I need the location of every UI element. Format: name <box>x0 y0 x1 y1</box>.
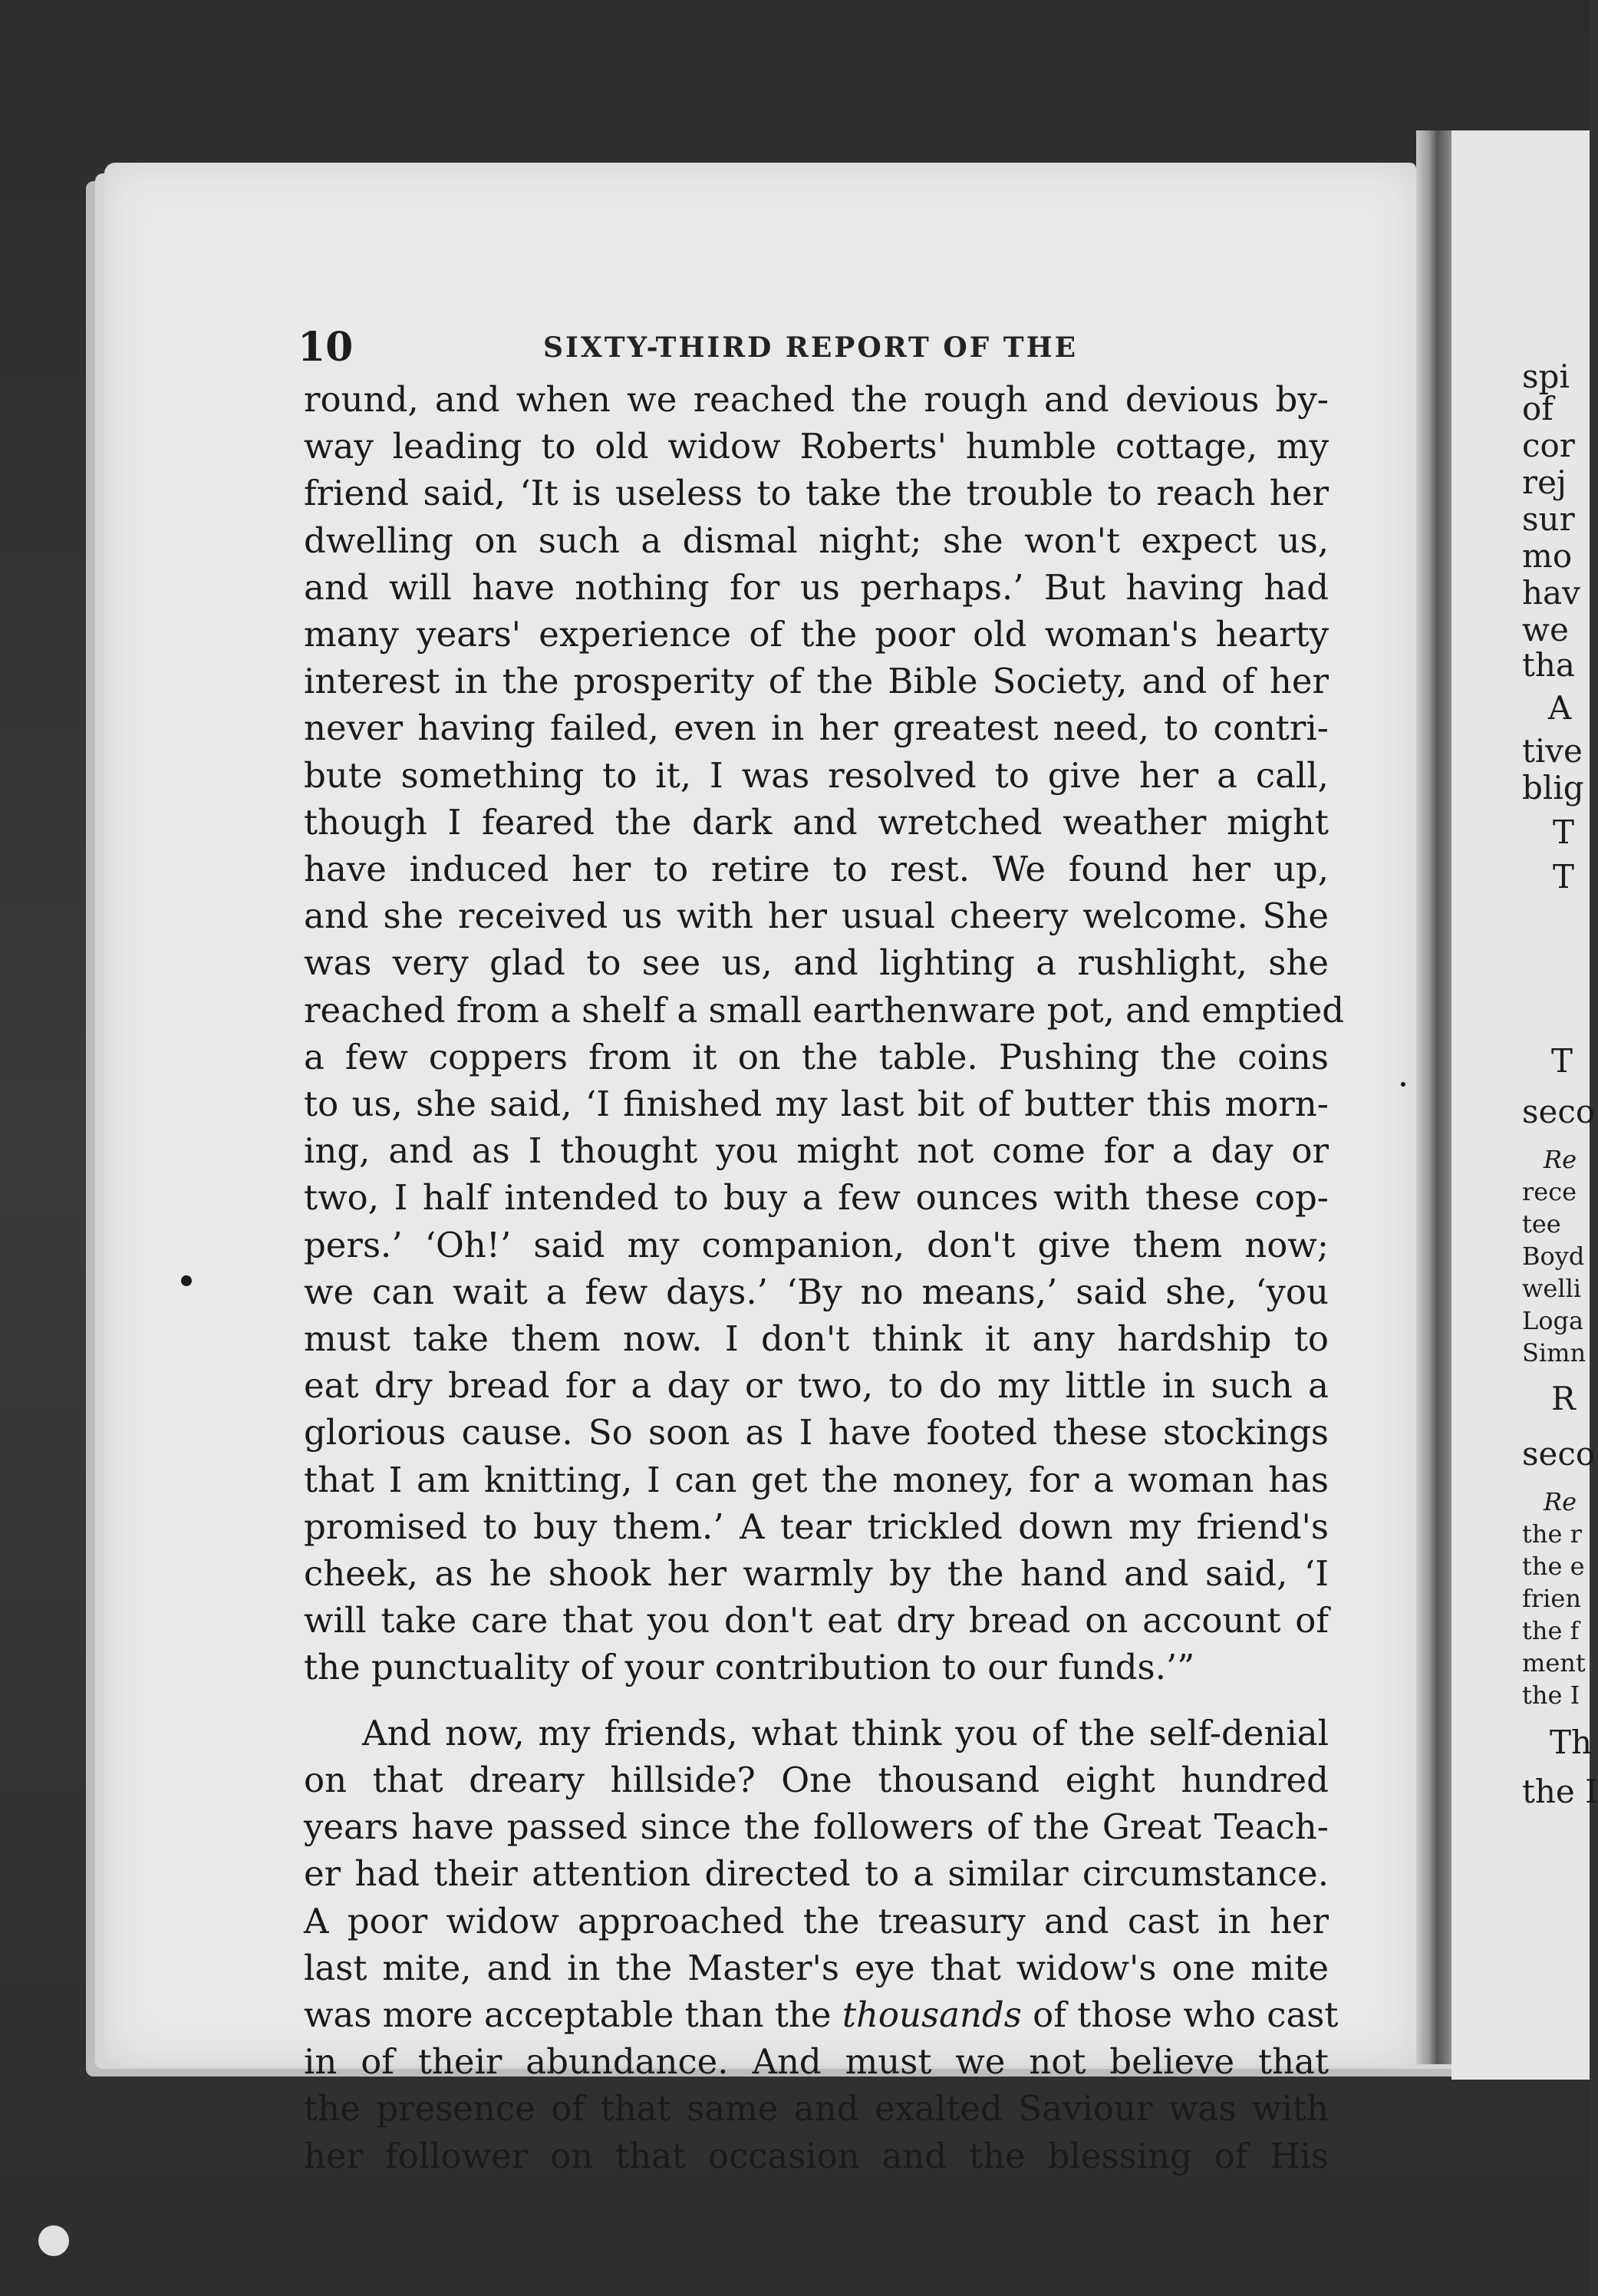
right-page-fragment: mo <box>1522 537 1573 575</box>
right-page-fragment: T <box>1551 1042 1573 1080</box>
text-line: must take them now. I don't think it any hardship to <box>304 1318 1329 1360</box>
text-line: we can wait a few days.’ ‘By no means,’ said she, ‘you <box>304 1271 1329 1312</box>
text-line: round, and when we reached the rough and devious by- <box>304 379 1329 420</box>
right-page-fragment: frien <box>1522 1584 1581 1613</box>
right-page <box>1451 130 1598 2080</box>
body-text <box>304 376 1345 2179</box>
text-line: the punctuality of your contribution to our funds.’” <box>304 1647 1195 1688</box>
text-line: though I feared the dark and wretched weather might <box>304 801 1329 843</box>
right-page-fragment: the r <box>1522 1519 1582 1549</box>
text-line: ing, and as I thought you might not come for a day or <box>304 1130 1329 1172</box>
text-line: A poor widow approached the treasury and cast in her <box>304 1900 1329 1941</box>
right-page-fragment: T <box>1553 858 1575 896</box>
text-line: pers.’ ‘Oh!’ said my companion, don't give them now; <box>304 1224 1329 1265</box>
ink-speck <box>181 1275 192 1286</box>
right-page-fragment: tha <box>1522 646 1575 684</box>
text-line: way leading to old widow Roberts' humble cottage, my <box>304 426 1329 467</box>
text-line: the presence of that same and exalted Saviour was with <box>304 2088 1329 2129</box>
text-line: in of their abundance. And must we not believe that <box>304 2041 1329 2083</box>
right-page-fragment: Boyd <box>1522 1242 1585 1271</box>
right-page-fragment: Re <box>1544 1487 1577 1516</box>
scan-artifact <box>38 2225 69 2256</box>
text-line: a few coppers from it on the table. Pushing the coins <box>304 1036 1329 1077</box>
text-line: interest in the prosperity of the Bible Society, and of her <box>304 661 1329 702</box>
right-page-fragment: spi <box>1522 358 1570 395</box>
text-line: and she received us with her usual cheery welcome. She <box>304 896 1329 937</box>
ink-speck <box>1401 1082 1405 1087</box>
text-line: on that dreary hillside? One thousand eight hundred <box>304 1759 1329 1800</box>
text-line: to us, she said, ‘I finished my last bit of butter this morn- <box>304 1084 1329 1125</box>
running-head <box>298 324 1372 378</box>
text-line: glorious cause. So soon as I have footed these stockings <box>304 1412 1329 1453</box>
right-page-fragment: seco <box>1522 1435 1596 1473</box>
running-title: SIXTY-THIRD REPORT OF THE <box>543 332 1079 364</box>
right-page-fragment: the e <box>1522 1552 1585 1581</box>
text-line: two, I half intended to buy a few ounces with these cop- <box>304 1177 1329 1219</box>
right-page-fragment: R <box>1551 1380 1576 1417</box>
text-line: will take care that you don't eat dry bread on account of <box>304 1600 1329 1641</box>
text-line: cheek, as he shook her warmly by the hand and said, ‘I <box>304 1553 1329 1595</box>
right-page-fragment: tive <box>1522 732 1583 770</box>
text-line: and will have nothing for us perhaps.’ But having had <box>304 566 1329 608</box>
book-gutter <box>1416 130 1451 2064</box>
right-page-fragment: ment <box>1522 1648 1586 1677</box>
right-page-fragment: rej <box>1522 463 1567 501</box>
text-line: that I am knitting, I can get the money, for a woman has <box>304 1459 1329 1500</box>
right-page-fragment: the f <box>1522 1616 1580 1645</box>
text-line: dwelling on such a dismal night; she won't expect us, <box>304 520 1329 561</box>
right-page-fragment: Th <box>1550 1724 1593 1761</box>
text-run: of those who cast <box>1033 1994 1339 2035</box>
right-page-fragment: hav <box>1522 574 1580 612</box>
text-run: was more acceptable than the <box>304 1994 832 2035</box>
text-line: eat dry bread for a day or two, to do my little in such a <box>304 1365 1329 1407</box>
text-line: reached from a shelf a small earthenware pot, and emptied <box>304 989 1345 1031</box>
right-page-fragment: we <box>1522 611 1569 648</box>
right-page-fragment: cor <box>1522 427 1575 464</box>
text-line: er had their attention directed to a similar circumstance. <box>304 1853 1329 1895</box>
right-page-fragment: the I <box>1522 1773 1598 1810</box>
page-number: 10 <box>298 324 354 371</box>
text-line: was very glad to see us, and lighting a rushlight, she <box>304 942 1329 984</box>
text-line: many years' experience of the poor old woman's hearty <box>304 614 1329 655</box>
right-page-fragment: tee <box>1522 1209 1561 1239</box>
right-page-fragment: rece <box>1522 1177 1577 1206</box>
text-line: friend said, ‘It is useless to take the trouble to reach her <box>304 473 1329 514</box>
right-page-fragment: A <box>1548 689 1572 727</box>
right-page-fragment: blig <box>1522 769 1584 807</box>
paragraph-1 <box>304 376 1345 1691</box>
right-page-fragment: T <box>1553 813 1575 851</box>
right-page-fragment: seco <box>1522 1093 1596 1130</box>
paragraph-gap <box>304 1691 1329 1710</box>
text-line: promised to buy them.’ A tear trickled down my friend's <box>304 1506 1329 1547</box>
text-line: last mite, and in the Master's eye that widow's one mite <box>304 1947 1329 1988</box>
right-page-fragment: Re <box>1544 1145 1577 1174</box>
text-line: bute something to it, I was resolved to give her a call, <box>304 754 1329 796</box>
paragraph-2 <box>304 1710 1339 2179</box>
italic-word: thousands <box>842 1994 1022 2035</box>
right-page-fragment: of <box>1522 390 1554 427</box>
text-line: her follower on that occasion and the blessing of His <box>304 2135 1329 2176</box>
text-line: And now, my friends, what think you of the self-denial <box>362 1712 1329 1753</box>
right-page-fragment: sur <box>1522 500 1575 538</box>
text-line-with-italic <box>304 1991 1339 2038</box>
text-line: have induced her to retire to rest. We found her up, <box>304 849 1329 890</box>
right-page-fragment: Loga <box>1522 1306 1584 1335</box>
text-line: years have passed since the followers of the Great Teach- <box>304 1806 1329 1848</box>
right-page-fragment: the I <box>1522 1681 1580 1710</box>
right-page-fragment: welli <box>1522 1274 1582 1303</box>
right-page-fragment: Simn <box>1522 1338 1586 1367</box>
text-line: never having failed, even in her greatest need, to contri- <box>304 708 1329 749</box>
